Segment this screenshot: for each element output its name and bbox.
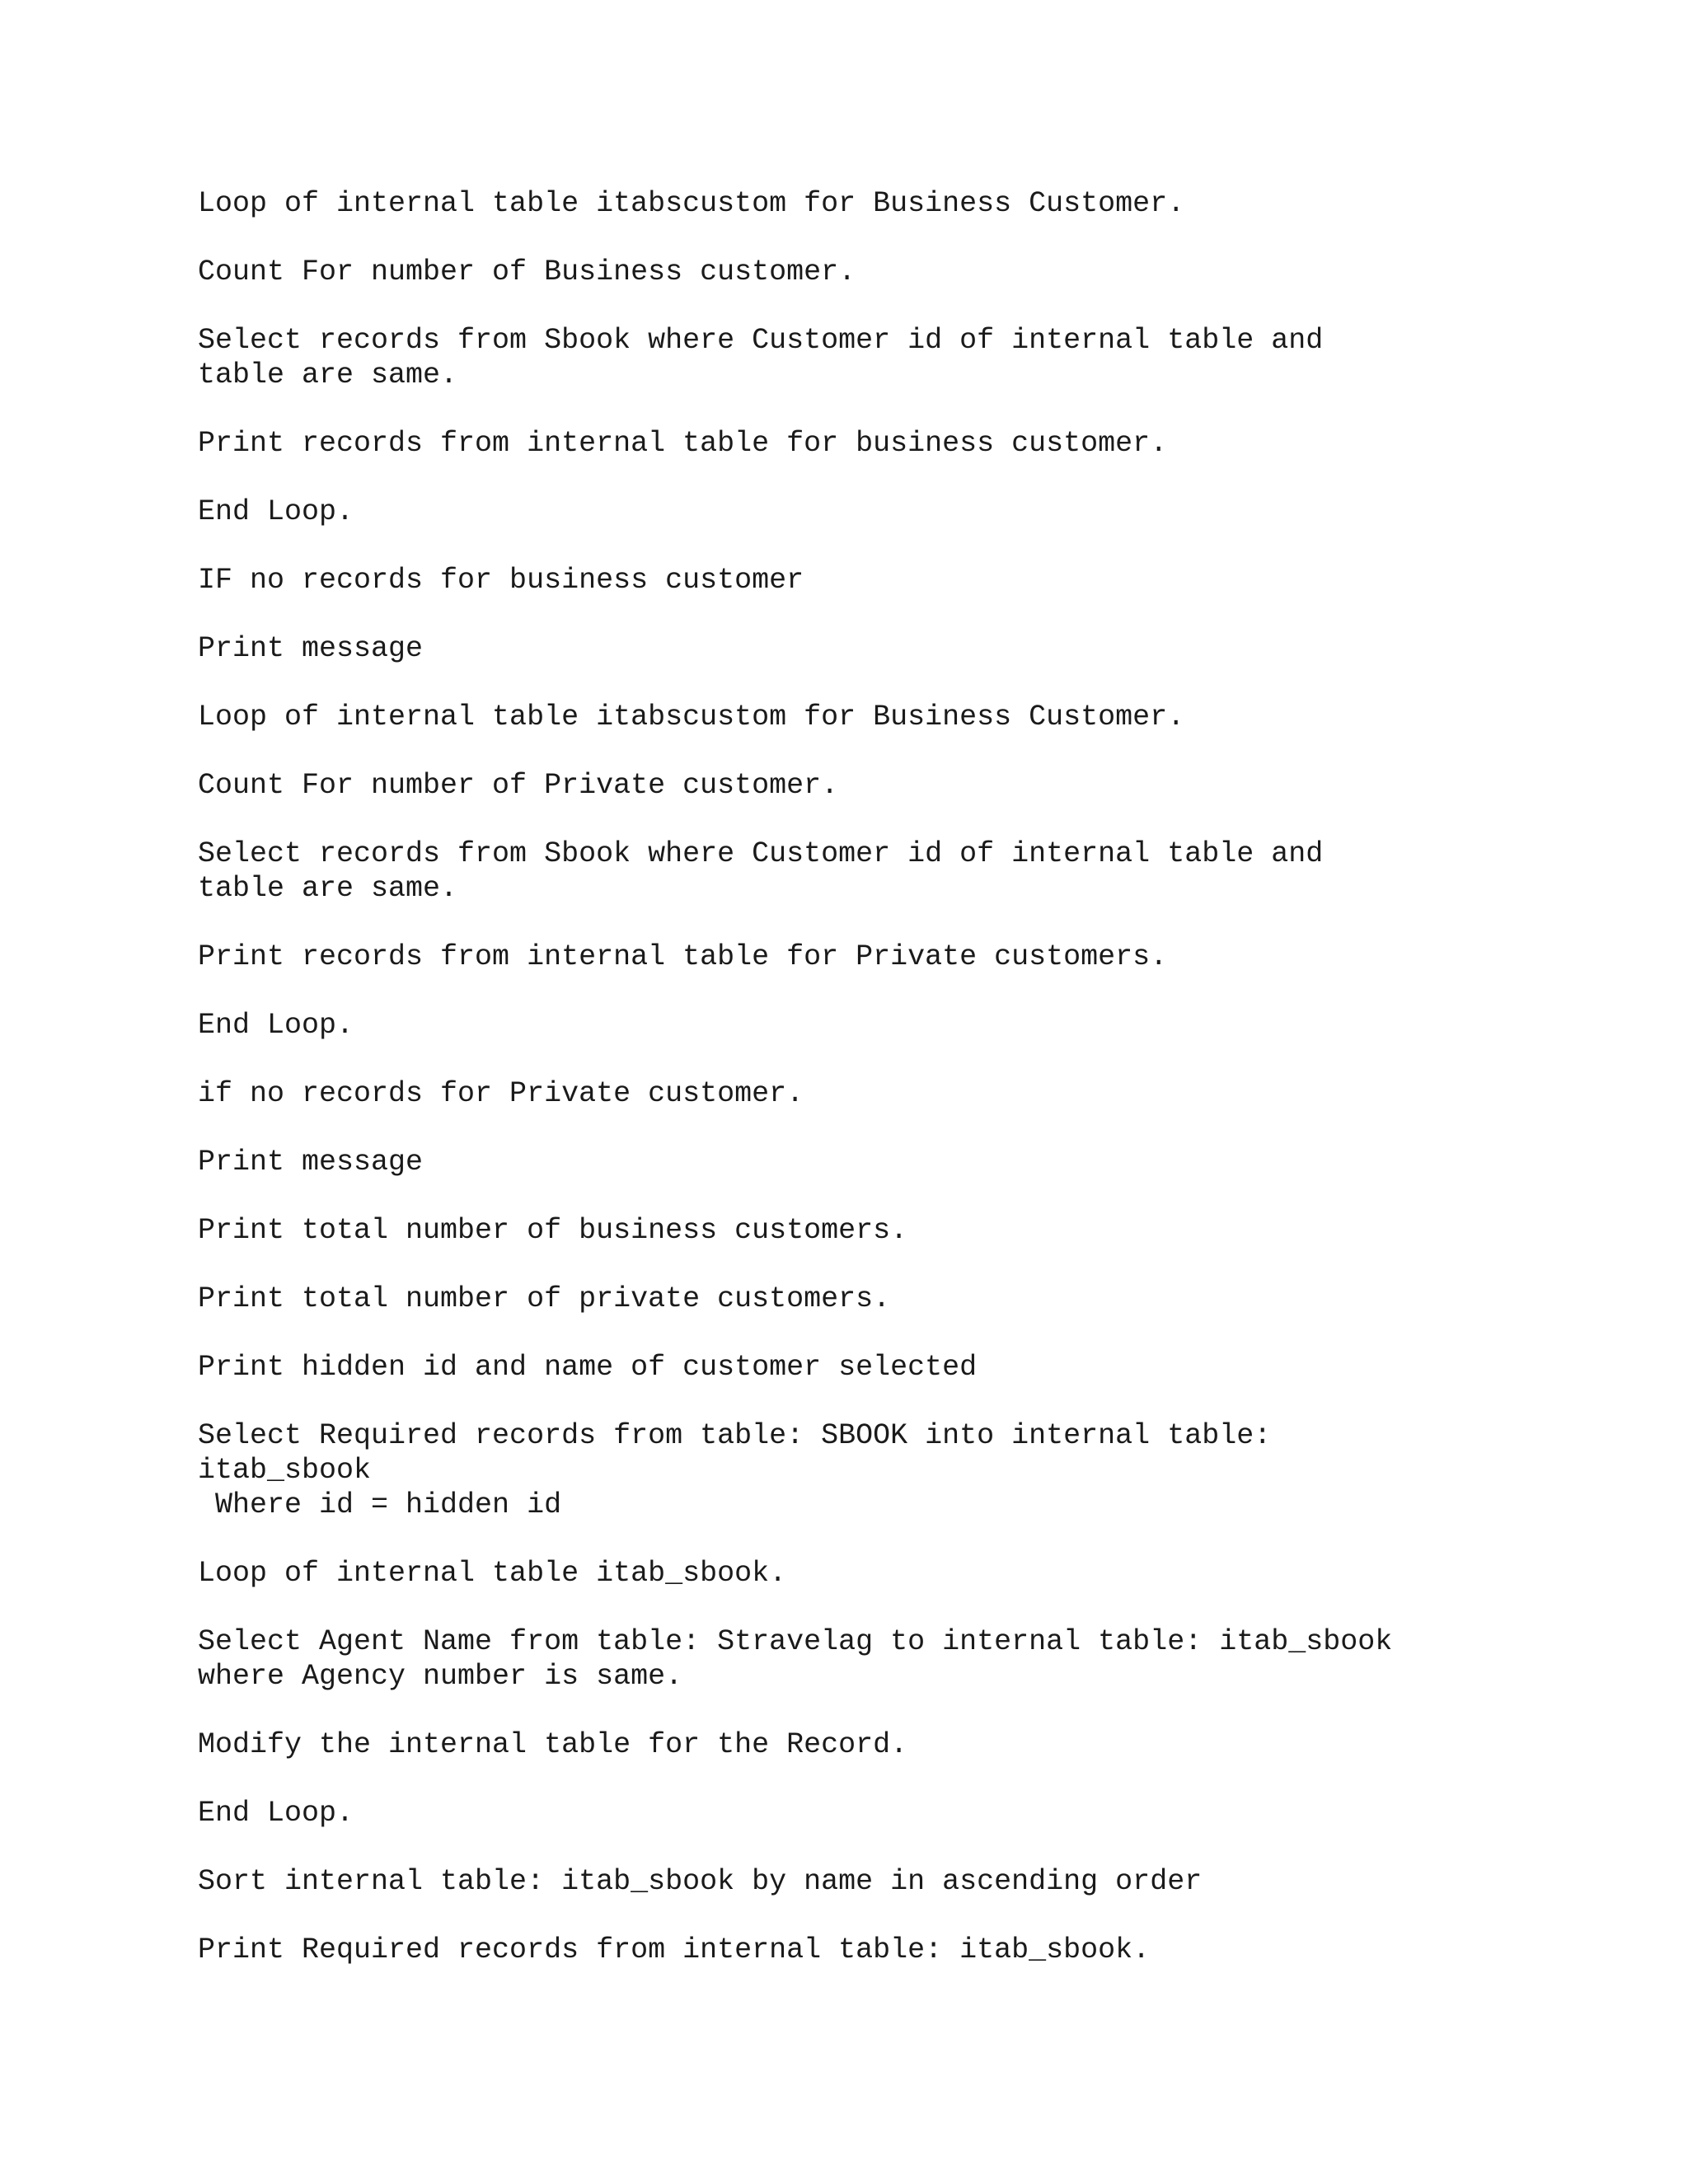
paragraph-10: Select records from Sbook where Customer id of internal table and table are same. (198, 837, 1324, 905)
paragraph-14: Print message (198, 1146, 424, 1179)
paragraph-9: Count For number of Private customer. (198, 769, 839, 802)
paragraph-4: Print records from internal table for business customer. (198, 427, 1168, 460)
paragraph-3: Select records from Sbook where Customer id of internal table and table are same. (198, 324, 1324, 391)
paragraph-7: Print message (198, 632, 424, 665)
paragraph-21: Modify the internal table for the Record. (198, 1728, 908, 1761)
paragraph-18: Select Required records from table: SBOOK into internal table: itab_sbook Where id = hidden id (198, 1419, 1272, 1521)
paragraph-5: End Loop. (198, 495, 354, 528)
paragraph-23: Sort internal table: itab_sbook by name in ascending order (198, 1865, 1203, 1898)
paragraph-16: Print total number of private customers. (198, 1282, 891, 1315)
paragraph-20: Select Agent Name from table: Stravelag to internal table: itab_sbook where Agency number is same. (198, 1625, 1393, 1693)
paragraph-22: End Loop. (198, 1797, 354, 1830)
paragraph-1: Loop of internal table itabscustom for Business Customer. (198, 187, 1185, 220)
paragraph-2: Count For number of Business customer. (198, 255, 856, 288)
paragraph-6: IF no records for business customer (198, 564, 804, 597)
paragraph-24: Print Required records from internal table: itab_sbook. (198, 1933, 1151, 1966)
document-body (198, 186, 1599, 2001)
paragraph-19: Loop of internal table itab_sbook. (198, 1557, 787, 1590)
paragraph-13: if no records for Private customer. (198, 1077, 804, 1110)
paragraph-11: Print records from internal table for Private customers. (198, 940, 1168, 973)
paragraph-17: Print hidden id and name of customer selected (198, 1351, 978, 1384)
paragraph-12: End Loop. (198, 1009, 354, 1042)
paragraph-15: Print total number of business customers. (198, 1214, 908, 1247)
paragraph-8: Loop of internal table itabscustom for Business Customer. (198, 701, 1185, 733)
